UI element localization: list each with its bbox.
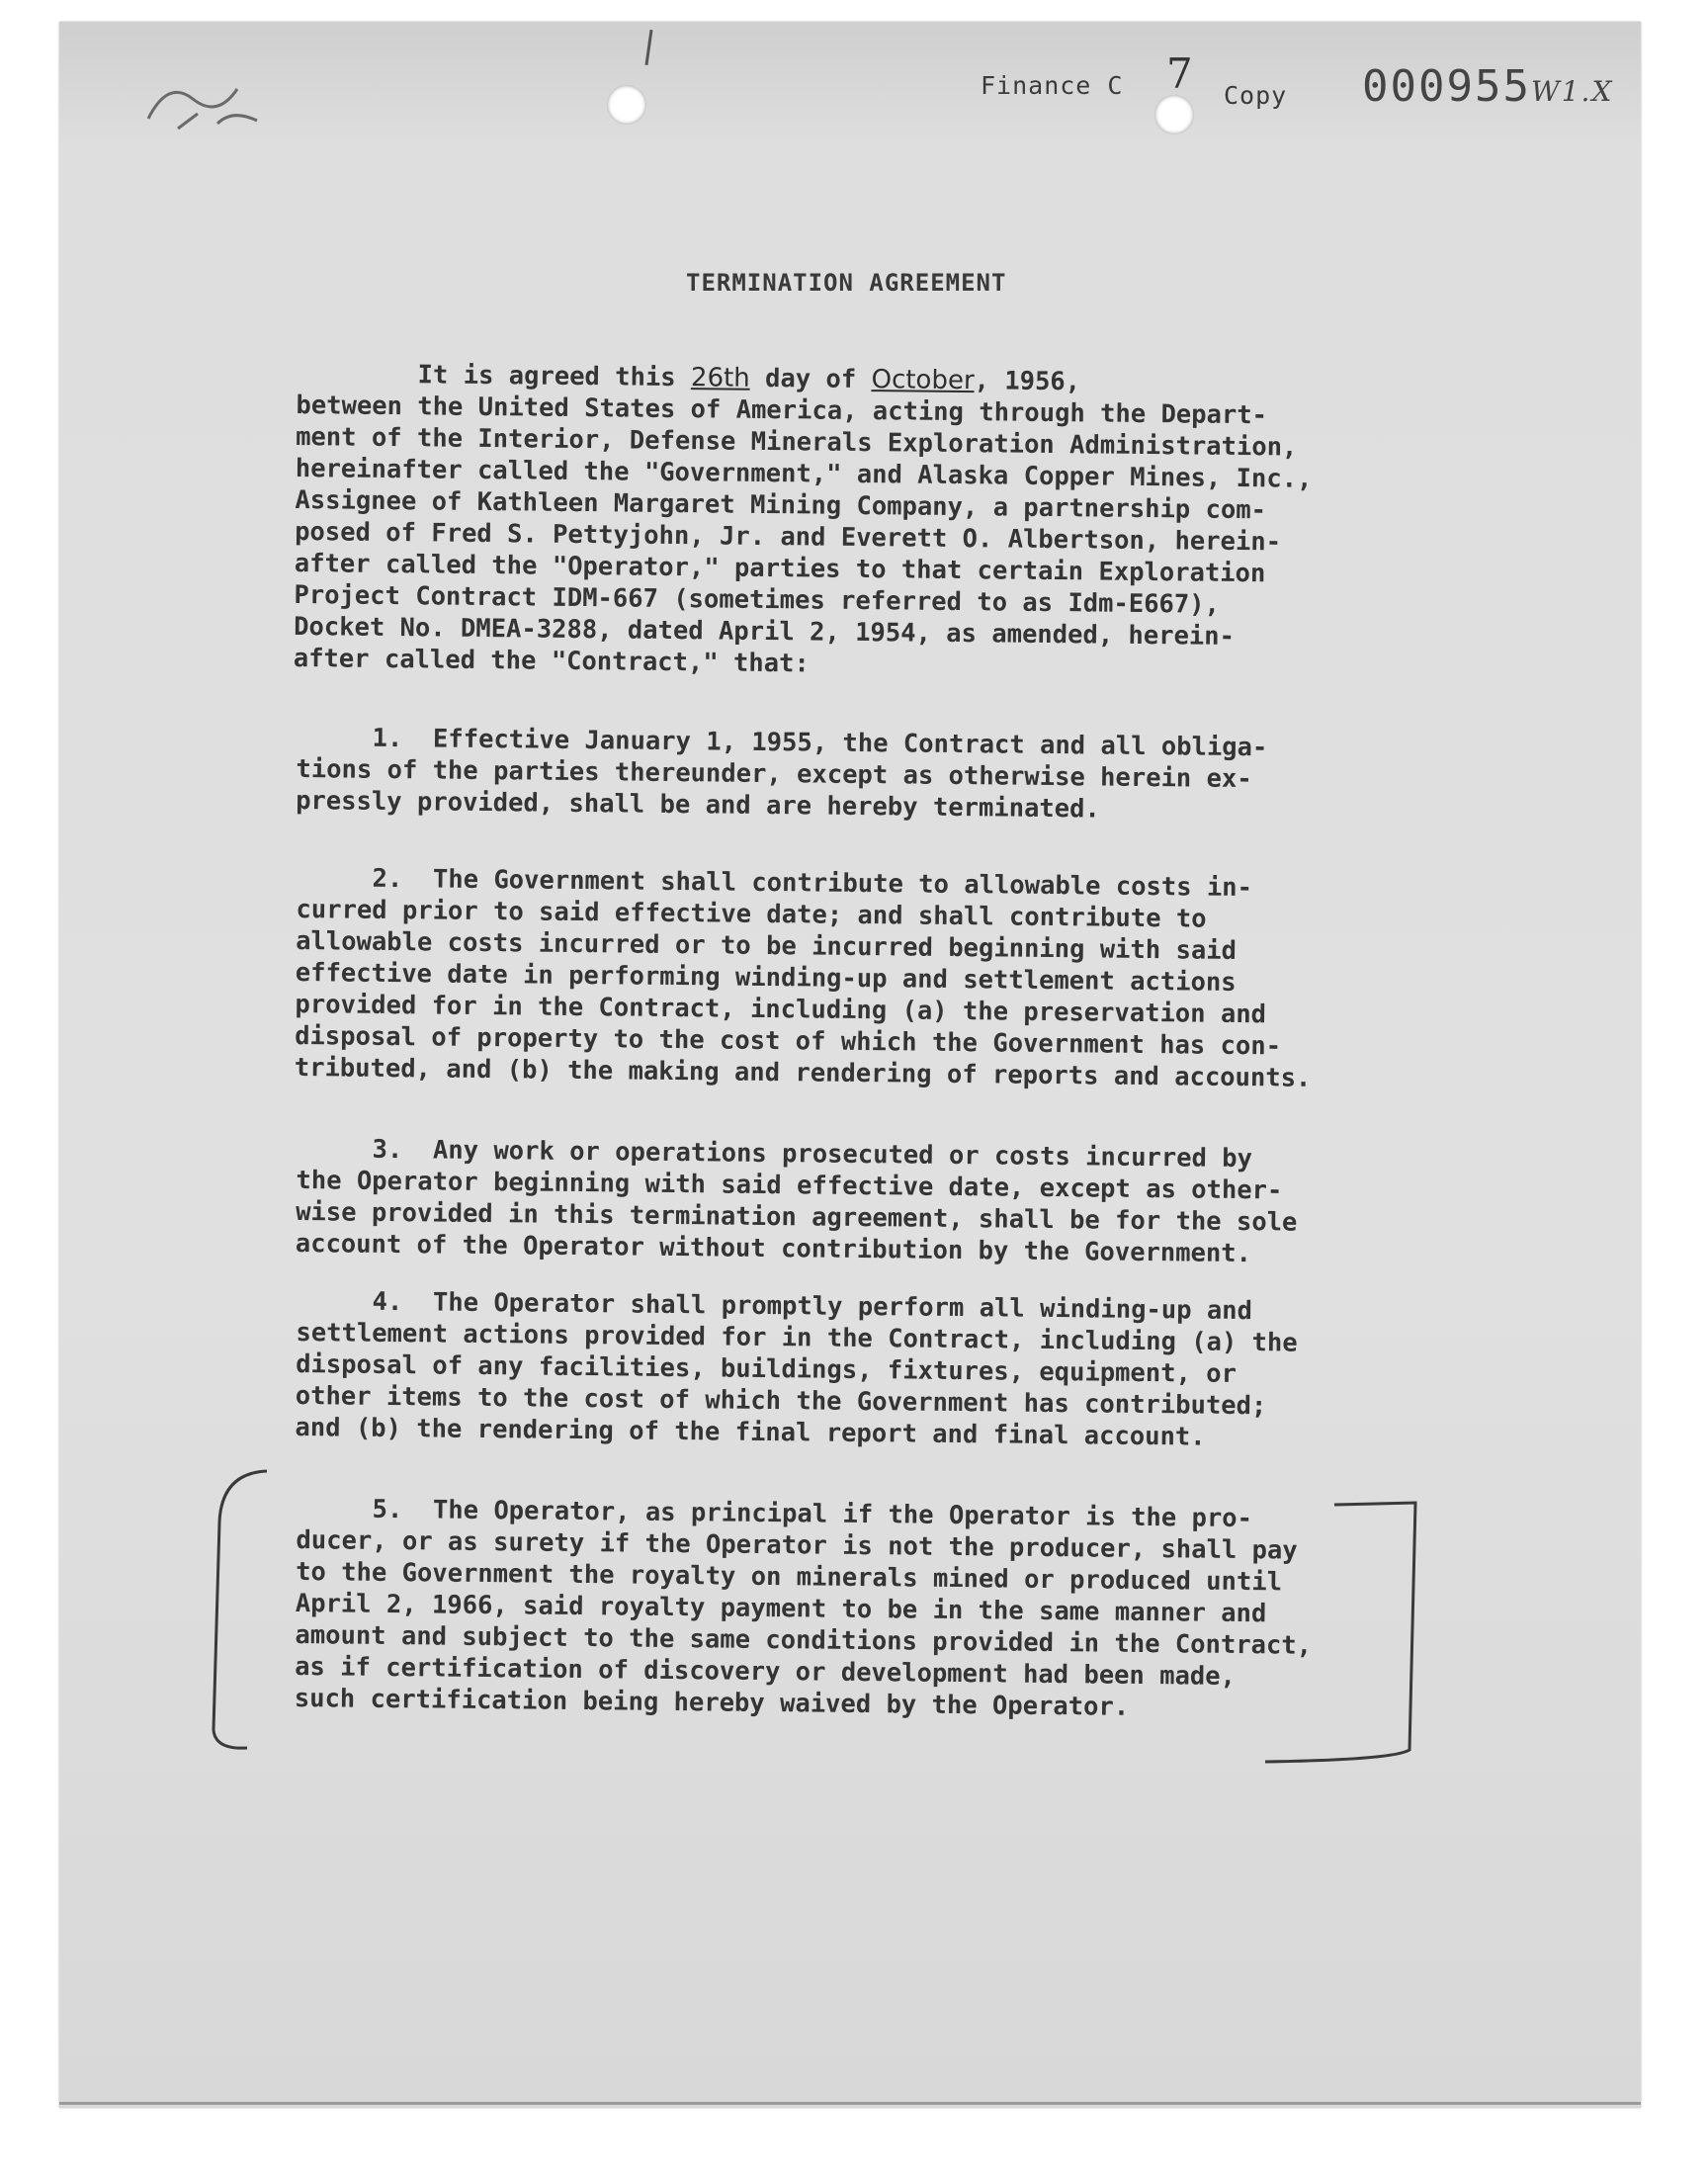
paragraph-2: 2. The Government shall contribute to allowable costs in- curred prior to said effective date; and shall contribute to allowable costs incurred or to be incurred beginning with said effective date in performing winding-up and settlement actions provided for in the Contract, including (a) the preservation and disposal of property to the cost of which the Government has con- tributed, and (b) the making and rendering of reports and accounts. [294,862,1312,1093]
copy-label: Copy [1224,81,1288,110]
paragraph-3: 3. Any work or operations prosecuted or costs incurred by the Operator beginning with said effective date, except as other- wise provided in this termination agreement, shall be for the sole account of the Operator without contribution by the Government. [295,1134,1298,1269]
paragraph-4: 4. The Operator shall promptly perform all winding-up and settlement actions provided for in the Contract, including (a) the disposal of any facilities, buildings, fixtures, equipment, or other items to the cost of which the Government has contributed; and (b) the rendering of the final report and final account. [295,1286,1298,1452]
pencil-bracket-mark [208,1463,1443,1780]
agreement-day: 26th [690,363,750,393]
paragraph-5: 5. The Operator, as principal if the Operator is the pro- ducer, or as surety if the Operator is not the producer, shall pay to the Government the royalty on minerals mined or produced until April 2, 1966, said royalty payment to be in the same manner and amount and subject to the same conditions provided in the Contract, as if certification of discovery or development had been made, such certification being hereby waived by the Operator. [294,1494,1313,1722]
intro-body: , 1956, between the United States of America, acting through the Depart- ment of the Interior, Defense Minerals Exploration Administration, hereinafter called the "Government," and Alaska Copper Mines, Inc., Assignee of Kathleen Margaret Mining Company, a partnership com- posed of Fred S. Pettyjohn, Jr. and Everett O. Albertson, herein- after called the "Operator," parties to that certain Exploration Project Contract IDM-667 (sometimes referred to as Idm-E667), Docket No. DMEA-3288, dated April 2, 1954, as amended, herein- after called the "Contract," that: [293,366,1313,679]
punch-hole-left [607,85,646,125]
corner-scribble-mark [138,59,277,148]
handwritten-number: 7 [1166,49,1193,98]
intro-lead: It is agreed this [296,358,692,393]
stamp-suffix: W1.X [1530,75,1614,108]
intro-mid: day of [749,363,872,395]
agreement-month: October [871,365,975,396]
document-title: TERMINATION AGREEMENT [686,269,1007,297]
punch-hole-right [1154,95,1194,134]
intro-paragraph [294,358,1394,686]
document-stamp-number [1362,61,1613,112]
stamp-number: 000955 [1362,61,1531,112]
finance-copy-label: Finance C [981,71,1124,100]
paragraph-1: 1. Effective January 1, 1955, the Contract and all obliga- tions of the parties thereunder, except as otherwise herein ex- pressly provided, shall be and are hereby terminated. [296,722,1268,825]
paper-bottom-edge [59,2102,1641,2105]
